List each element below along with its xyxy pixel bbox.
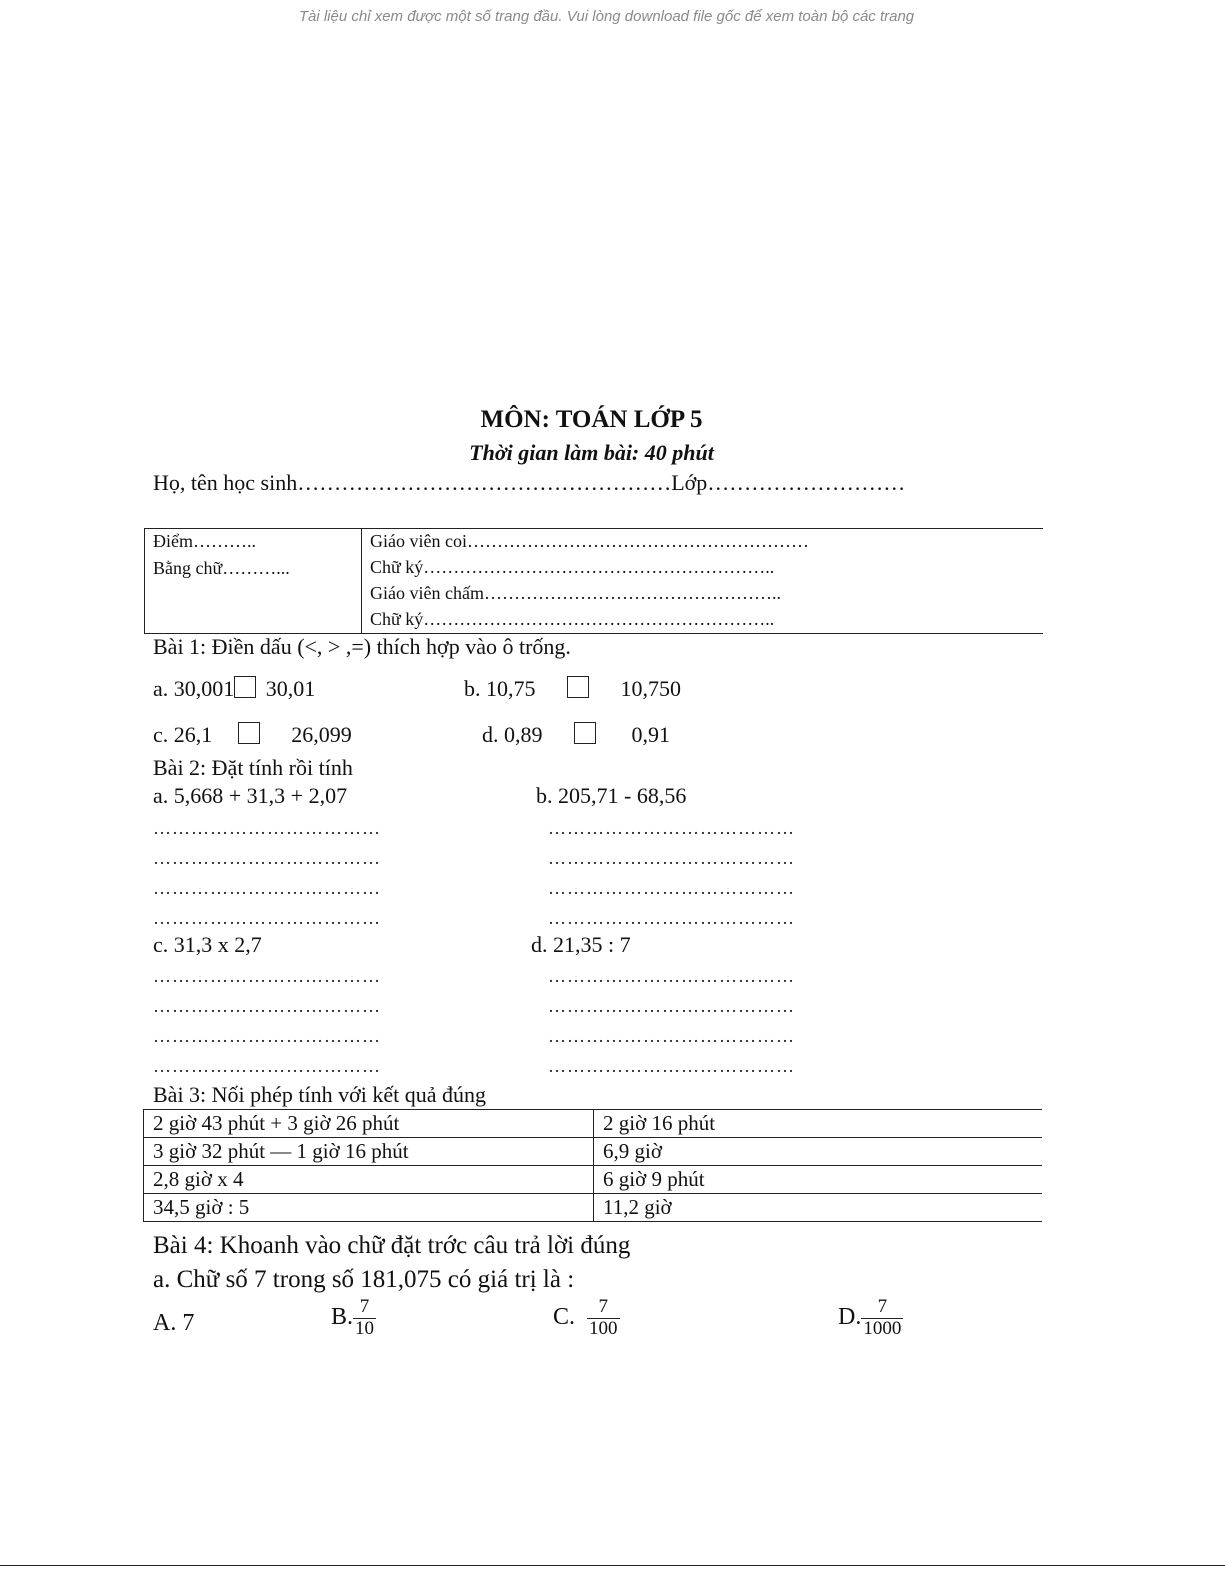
option-c-label: C. bbox=[553, 1303, 576, 1330]
table-row bbox=[144, 1110, 1043, 1138]
exercise-1-title: Bài 1: Điền dấu (<, > ,=) thích hợp vào ô trống. bbox=[153, 634, 571, 659]
table-row bbox=[144, 1138, 1043, 1166]
item-c-left: c. 26,1 bbox=[153, 722, 213, 747]
work-line-d4: ………………………………… bbox=[548, 1056, 795, 1076]
work-line-b3: ………………………………… bbox=[548, 878, 795, 898]
exercise-2-title: Bài 2: Đặt tính rồi tính bbox=[153, 755, 353, 780]
answer-box-b[interactable] bbox=[567, 676, 589, 698]
proctor-signature-field: Chữ ký………………………………………………….. bbox=[370, 557, 775, 577]
work-line-a4: ……………………………… bbox=[153, 908, 381, 928]
grading-info-table bbox=[144, 528, 1043, 634]
option-d[interactable] bbox=[838, 1297, 903, 1340]
grader-field: Giáo viên chấm………………………………………….. bbox=[370, 583, 781, 603]
matching-table bbox=[143, 1109, 1042, 1222]
work-line-c3: ……………………………… bbox=[153, 1026, 381, 1046]
page-bottom-rule bbox=[0, 1565, 1225, 1566]
work-line-d2: ………………………………… bbox=[548, 996, 795, 1016]
score-words-field: Bằng chữ………... bbox=[153, 558, 290, 578]
work-line-c2: ……………………………… bbox=[153, 996, 381, 1016]
table-divider bbox=[361, 529, 362, 633]
exercise-4-title: Bài 4: Khoanh vào chữ đặt trớc câu trả lời đúng bbox=[153, 1232, 631, 1259]
work-line-a1: ……………………………… bbox=[153, 818, 381, 838]
grader-signature-field: Chữ ký………………………………………………….. bbox=[370, 609, 775, 629]
option-a[interactable]: A. 7 bbox=[153, 1310, 195, 1336]
work-line-c4: ……………………………… bbox=[153, 1056, 381, 1076]
exercise-4-question: a. Chữ số 7 trong số 181,075 có giá trị là : bbox=[153, 1266, 575, 1293]
fraction-b-denominator: 10 bbox=[355, 1317, 375, 1339]
score-field: Điểm……….. bbox=[153, 531, 256, 551]
fraction-d-denominator: 1000 bbox=[863, 1317, 902, 1339]
option-b[interactable] bbox=[331, 1297, 376, 1340]
expression-cell[interactable]: 34,5 giờ : 5 bbox=[144, 1194, 594, 1222]
expression-cell[interactable]: 3 giờ 32 phút — 1 giờ 16 phút bbox=[144, 1138, 594, 1166]
work-line-d3: ………………………………… bbox=[548, 1026, 795, 1046]
work-line-b1: ………………………………… bbox=[548, 818, 795, 838]
option-d-label: D. bbox=[838, 1303, 862, 1330]
fraction-b bbox=[353, 1297, 376, 1340]
answer-box-a[interactable] bbox=[234, 676, 256, 698]
result-cell[interactable]: 6,9 giờ bbox=[594, 1138, 1043, 1166]
work-line-d1: ………………………………… bbox=[548, 966, 795, 986]
item-d-right: 0,91 bbox=[631, 722, 670, 747]
exercise-2-d: d. 21,35 : 7 bbox=[531, 932, 631, 957]
exercise-3-title: Bài 3: Nối phép tính với kết quả đúng bbox=[153, 1082, 487, 1107]
exercise-1-item-b bbox=[464, 676, 681, 702]
exercise-2-b: b. 205,71 - 68,56 bbox=[536, 783, 687, 808]
work-line-b2: ………………………………… bbox=[548, 848, 795, 868]
result-cell[interactable]: 11,2 giờ bbox=[594, 1194, 1043, 1222]
fraction-d-numerator: 7 bbox=[877, 1296, 888, 1317]
option-c[interactable] bbox=[553, 1297, 620, 1340]
item-a-right: 30,01 bbox=[265, 676, 316, 701]
item-c-right: 26,099 bbox=[291, 722, 352, 747]
answer-box-c[interactable] bbox=[238, 722, 260, 744]
item-b-right: 10,750 bbox=[620, 676, 681, 701]
item-d-left: d. 0,89 bbox=[482, 722, 543, 747]
fraction-d bbox=[861, 1297, 903, 1340]
work-line-c1: ……………………………… bbox=[153, 966, 381, 986]
exercise-1-item-a bbox=[153, 676, 315, 702]
result-cell[interactable]: 2 giờ 16 phút bbox=[594, 1110, 1043, 1138]
exercise-1-item-d bbox=[482, 722, 670, 748]
table-row bbox=[144, 1166, 1043, 1194]
exercise-2-a: a. 5,668 + 31,3 + 2,07 bbox=[153, 783, 348, 808]
fraction-c-denominator: 100 bbox=[589, 1317, 618, 1339]
item-a-left: a. 30,001 bbox=[153, 676, 235, 701]
fraction-b-numerator: 7 bbox=[359, 1296, 370, 1317]
expression-cell[interactable]: 2,8 giờ x 4 bbox=[144, 1166, 594, 1194]
page-title: MÔN: TOÁN LỚP 5 bbox=[480, 406, 703, 433]
item-b-left: b. 10,75 bbox=[464, 676, 536, 701]
answer-box-d[interactable] bbox=[574, 722, 596, 744]
student-name-line: Họ, tên học sinh……………………………………………Lớp……………………… bbox=[153, 470, 906, 495]
exercise-2-c: c. 31,3 x 2,7 bbox=[153, 932, 262, 957]
fraction-c-numerator: 7 bbox=[598, 1296, 609, 1317]
work-line-a2: ……………………………… bbox=[153, 848, 381, 868]
exercise-1-item-c bbox=[153, 722, 352, 748]
proctor-field: Giáo viên coi………………………………………………… bbox=[370, 531, 809, 551]
option-b-label: B. bbox=[331, 1303, 354, 1330]
fraction-c bbox=[587, 1297, 620, 1340]
result-cell[interactable]: 6 giờ 9 phút bbox=[594, 1166, 1043, 1194]
table-row bbox=[144, 1194, 1043, 1222]
download-notice: Tài liệu chỉ xem được một số trang đầu. Vui lòng download file gốc để xem toàn bộ các trang bbox=[298, 8, 915, 25]
work-line-b4: ………………………………… bbox=[548, 908, 795, 928]
work-line-a3: ……………………………… bbox=[153, 878, 381, 898]
page-subtitle: Thời gian làm bài: 40 phút bbox=[469, 440, 714, 465]
expression-cell[interactable]: 2 giờ 43 phút + 3 giờ 26 phút bbox=[144, 1110, 594, 1138]
